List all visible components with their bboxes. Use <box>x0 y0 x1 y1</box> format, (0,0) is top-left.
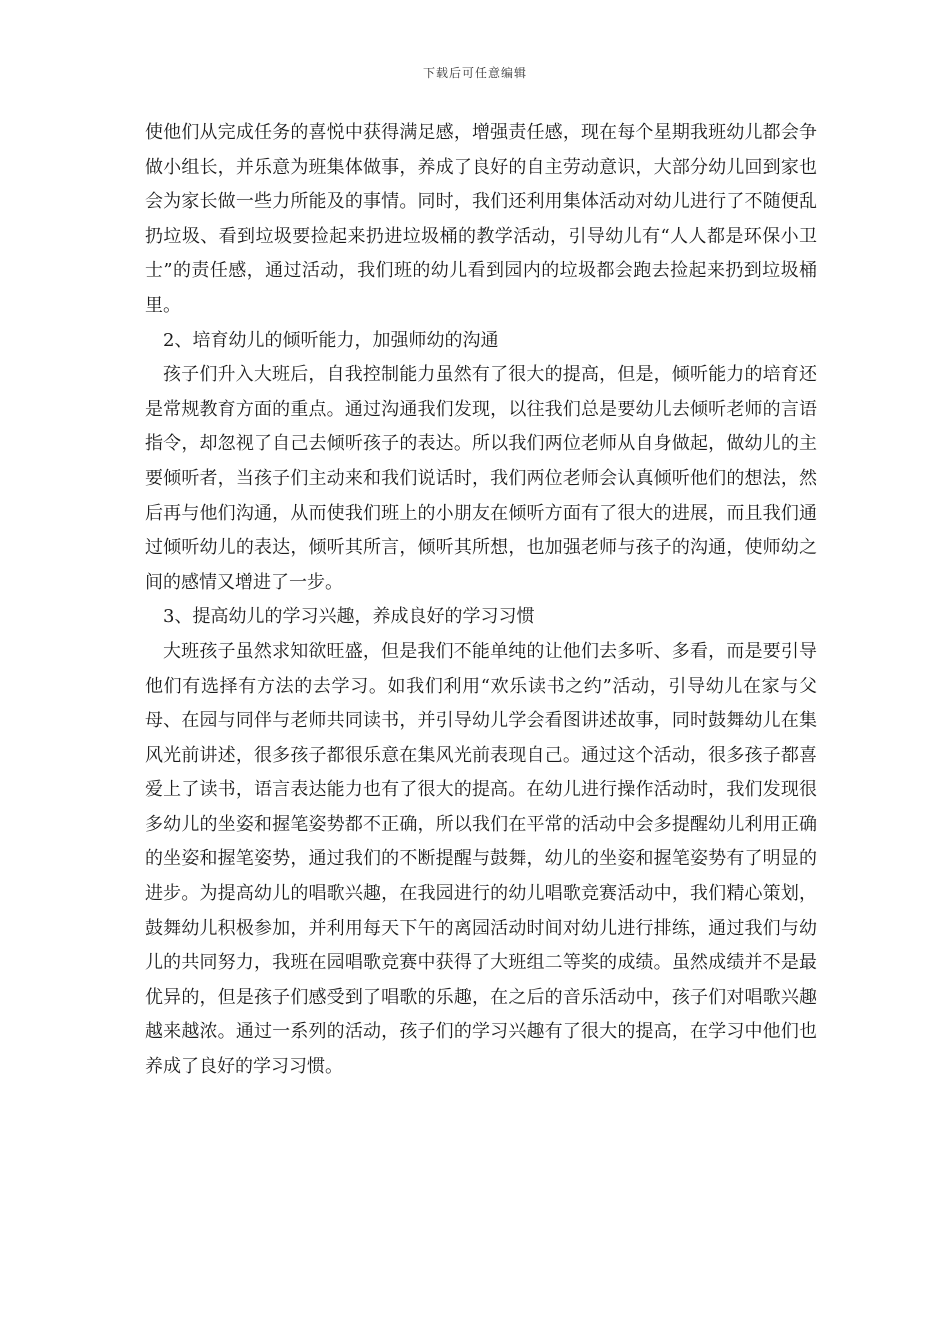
paragraph-learning: 大班孩子虽然求知欲旺盛，但是我们不能单纯的让他们去多听、多看，而是要引导他们有选择有方法的去学习。如我们利用“欢乐读书之约”活动，引导幼儿在家与父母、在园与同伴与老师共同读书，并引导幼儿学会看图讲述故事，同时鼓舞幼儿在集风光前讲述，很多孩子都很乐意在集风光前表现自己。通过这个活动，很多孩子都喜爱上了读书，语言表达能力也有了很大的提高。在幼儿进行操作活动时，我们发现很多幼儿的坐姿和握笔姿势都不正确，所以我们在平常的活动中会多提醒幼儿利用正确的坐姿和握笔姿势，通过我们的不断提醒与鼓舞，幼儿的坐姿和握笔姿势有了明显的进步。为提高幼儿的唱歌兴趣，在我园进行的幼儿唱歌竞赛活动中，我们精心策划，鼓舞幼儿积极参加，并利用每天下午的离园活动时间对幼儿进行排练，通过我们与幼儿的共同努力，我班在园唱歌竞赛中获得了大班组二等奖的成绩。虽然成绩并不是最优异的，但是孩子们感受到了唱歌的乐趣，在之后的音乐活动中，孩子们对唱歌兴趣越来越浓。通过一系列的活动，孩子们的学习兴趣有了很大的提高，在学习中他们也养成了良好的学习习惯。 <box>145 640 817 1078</box>
paragraph-listening: 孩子们升入大班后，自我控制能力虽然有了很大的提高，但是，倾听能力的培育还是常规教育方面的重点。通过沟通我们发现，以往我们总是要幼儿去倾听老师的言语指令，却忽视了自己去倾听孩子的表达。所以我们两位老师从自身做起，做幼儿的主要倾听者，当孩子们主动来和我们说话时，我们两位老师会认真倾听他们的想法，然后再与他们沟通，从而使我们班上的小朋友在倾听方面有了很大的进展，而且我们通过倾听幼儿的表达，倾听其所言，倾听其所想，也加强老师与孩子的沟通，使师幼之间的感情又增进了一步。 <box>145 364 817 593</box>
section-heading-listening: 2、培育幼儿的倾听能力，加强师幼的沟通 <box>163 329 499 351</box>
page-header: 下载后可任意编辑 <box>422 66 527 80</box>
paragraph-labor-awareness: 使他们从完成任务的喜悦中获得满足感，增强责任感，现在每个星期我班幼儿都会争做小组长，并乐意为班集体做事，养成了良好的自主劳动意识，大部分幼儿回到家也会为家长做一些力所能及的事情。同时，我们还利用集体活动对幼儿进行了不随便乱扔垃圾、看到垃圾要捡起来扔进垃圾桶的教学活动，引导幼儿有“人人都是环保小卫士”的责任感，通过活动，我们班的幼儿看到园内的垃圾都会跑去捡起来扔到垃圾桶里。 <box>145 122 817 316</box>
section-heading-learning: 3、提高幼儿的学习兴趣，养成良好的学习习惯 <box>163 606 535 628</box>
document-body <box>145 116 817 1085</box>
